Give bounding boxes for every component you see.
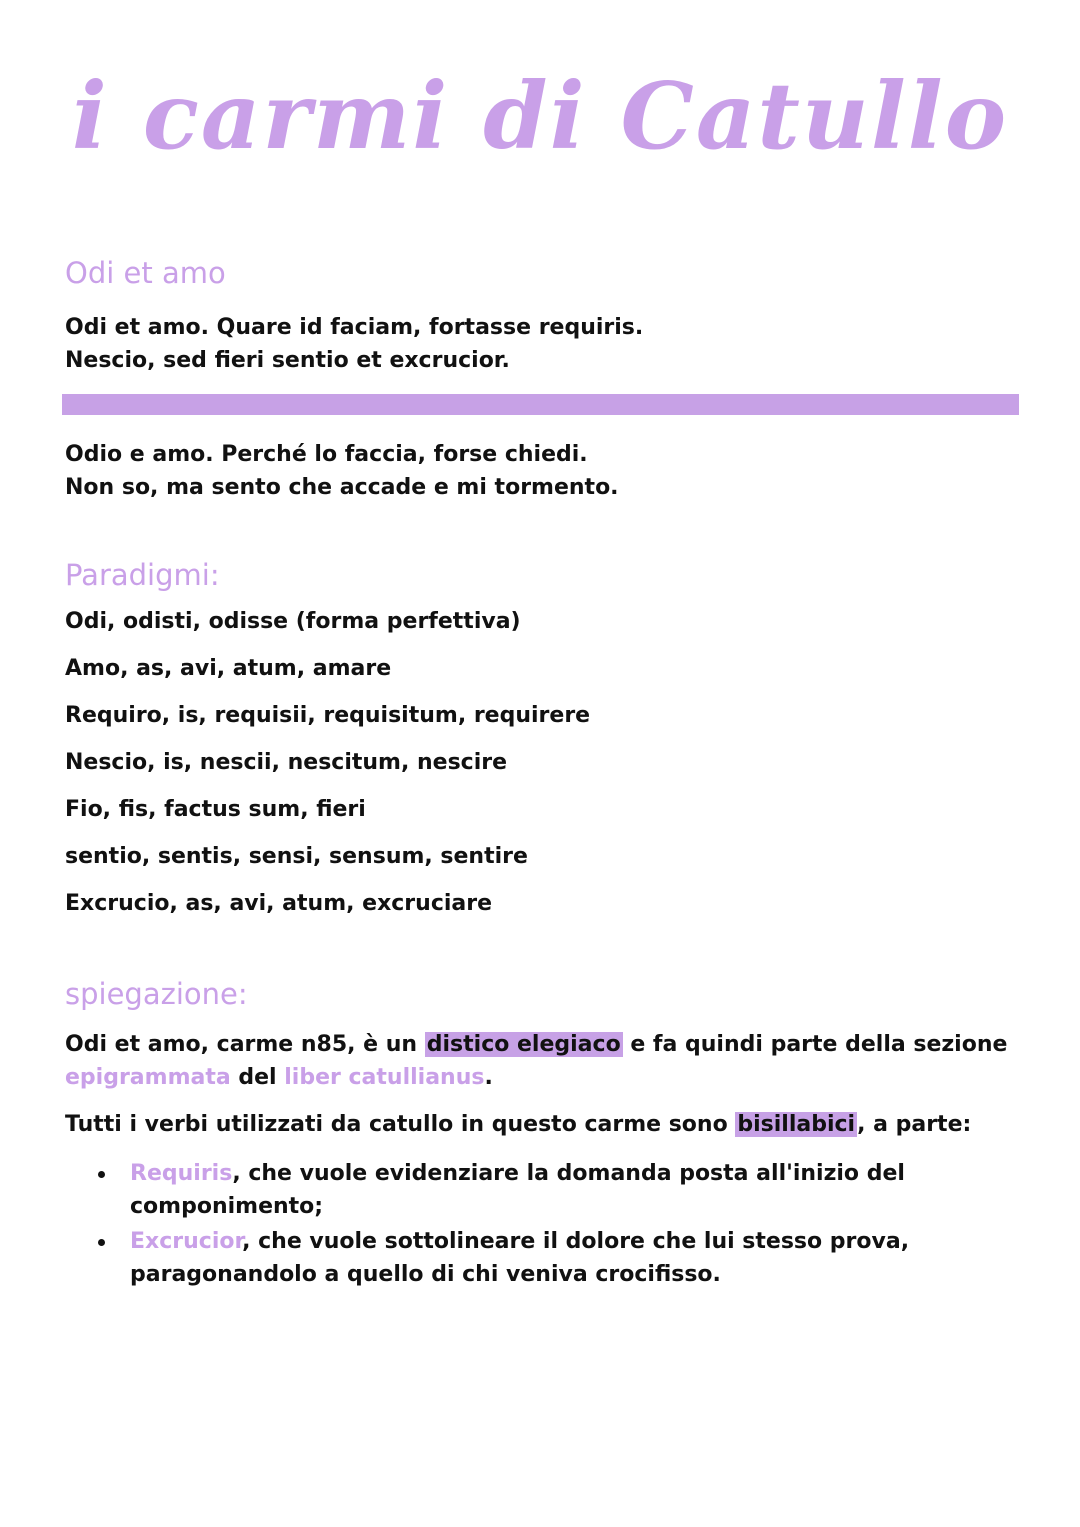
paradigm-item: sentio, sentis, sensi, sensum, sentire: [65, 844, 528, 869]
paradigm-item: Excrucio, as, avi, atum, excruciare: [65, 891, 493, 916]
paradigm-item: Requiro, is, requisii, requisitum, requirere: [65, 703, 591, 728]
term-excrucior: Excrucior: [130, 1229, 243, 1254]
explanation-paragraph-2: [65, 1108, 1015, 1141]
term-epigrammata: epigrammata: [65, 1065, 231, 1090]
italian-line-1: Odio e amo. Perché lo faccia, forse chiedi.: [65, 442, 588, 467]
explanation-text: .: [484, 1065, 493, 1090]
highlight-bisillabici: bisillabici: [737, 1112, 856, 1137]
latin-line-2: Nescio, sed fieri sentio et excrucior.: [65, 348, 510, 373]
list-item: [98, 1225, 978, 1291]
page-title: i carmi di Catullo: [71, 62, 1009, 170]
explanation-text: Tutti i verbi utilizzati da catullo in questo carme sono: [65, 1112, 736, 1137]
explanation-paragraph-1: [65, 1028, 1015, 1094]
term-requiris: Requiris: [130, 1161, 233, 1186]
highlight-distico-elegiaco: distico elegiaco: [426, 1032, 621, 1057]
paradigm-item: Amo, as, avi, atum, amare: [65, 656, 392, 681]
poem-heading: Odi et amo: [65, 256, 226, 290]
explanation-text: e fa quindi parte della sezione: [622, 1032, 1008, 1057]
paradigm-item: Odi, odisti, odisse (forma perfettiva): [65, 609, 521, 634]
bullet-icon: [98, 1239, 105, 1246]
explanation-text: Odi et amo, carme n85, è un: [65, 1032, 425, 1057]
paradigm-item: Nescio, is, nescii, nescitum, nescire: [65, 750, 508, 775]
bullet-text: , che vuole sottolineare il dolore che lui stesso prova, paragonandolo a quello di chi veniva crocifisso.: [130, 1229, 910, 1287]
explanation-text: del: [230, 1065, 285, 1090]
paradigms-heading: Paradigmi:: [65, 558, 220, 592]
list-item: [98, 1157, 978, 1223]
explanation-heading: spiegazione:: [65, 977, 248, 1011]
section-divider: [62, 394, 1019, 415]
paradigm-item: Fio, fis, factus sum, fieri: [65, 797, 366, 822]
bullet-text: , che vuole evidenziare la domanda posta all'inizio del componimento;: [130, 1161, 905, 1219]
exceptions-list: [98, 1157, 978, 1293]
latin-text: [65, 311, 643, 377]
paradigms-list: [65, 605, 590, 934]
italian-translation: [65, 438, 619, 504]
italian-line-2: Non so, ma sento che accade e mi tormento.: [65, 475, 619, 500]
latin-line-1: Odi et amo. Quare id faciam, fortasse requiris.: [65, 315, 644, 340]
term-liber-catullianus: liber catullianus: [284, 1065, 485, 1090]
explanation-text: , a parte:: [857, 1112, 972, 1137]
bullet-icon: [98, 1171, 105, 1178]
